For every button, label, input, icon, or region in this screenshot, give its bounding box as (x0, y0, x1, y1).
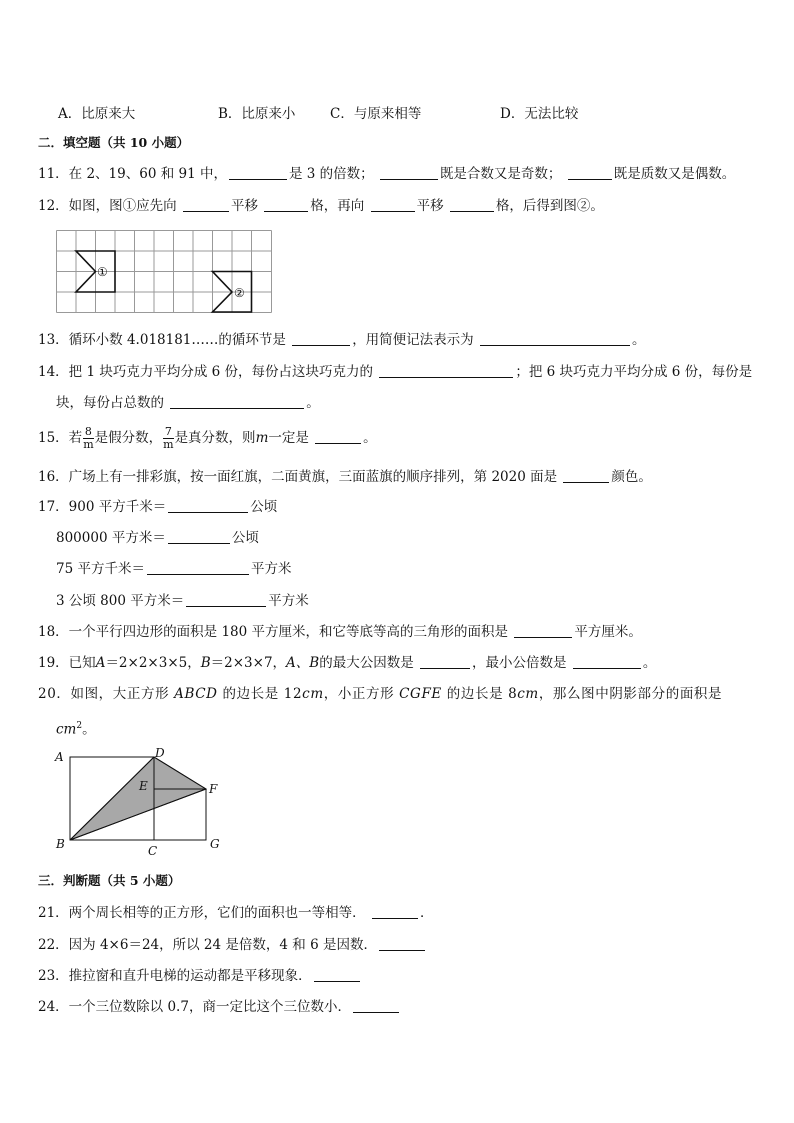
q20-text-g: ，那么图中阴影部分的面积是 (538, 686, 723, 702)
answer-blank[interactable] (514, 623, 572, 638)
q14-text-b: ；把 6 块巧克力平均分成 6 份，每份是 (515, 364, 753, 380)
answer-blank[interactable] (371, 197, 415, 212)
q20-text-c: 的边长是 12 (222, 686, 303, 702)
answer-blank[interactable] (183, 197, 229, 212)
answer-blank[interactable] (563, 468, 609, 483)
q22-text: 22．因为 4×6＝24，所以 24 是倍数，4 和 6 是因数． (38, 937, 377, 953)
q15-text-a: 15．若 (38, 430, 83, 446)
question-19 (38, 653, 656, 673)
answer-blank[interactable] (379, 363, 513, 378)
question-17-d (56, 591, 309, 611)
answer-blank[interactable] (480, 331, 630, 346)
q15-text-c: 是真分数，则 (174, 430, 256, 446)
answer-blank[interactable] (353, 998, 399, 1013)
q11-text-b: 是 3 的倍数； (288, 166, 374, 182)
question-12 (38, 196, 604, 216)
q11-text-d: 既是质数又是偶数。 (613, 166, 736, 182)
q12-text-a: 12．如图，图①应先向 (38, 198, 177, 214)
q17-unit-a: 公顷 (250, 499, 278, 515)
shape-1-label: ① (97, 265, 108, 279)
q19-text-e: 的最大公因数是 (319, 655, 414, 671)
q11-text-a: 11．在 2、19、60 和 91 中， (38, 166, 227, 182)
unit-cm: cm (517, 686, 539, 702)
q20-text-a: 20．如图，大正方形 (38, 686, 170, 702)
q17-unit-c: 平方米 (250, 561, 292, 577)
section-title-true-false: 三．判断题（共 5 小题） (38, 873, 181, 888)
label-c: C (148, 844, 158, 857)
label-cgfe: CGFE (399, 686, 442, 702)
q20-text-f: 的边长是 8 (446, 686, 518, 702)
question-23 (38, 966, 362, 986)
variable-a: A (95, 655, 106, 671)
question-13 (38, 330, 645, 350)
q18-text-b: 平方厘米。 (574, 624, 642, 640)
q13-text-c: 。 (631, 332, 646, 348)
q17-text-a: 17．900 平方千米＝ (38, 499, 167, 515)
question-24 (38, 997, 401, 1017)
q15-text-d: 一定是 (268, 430, 309, 446)
q17-text-b: 800000 平方米＝ (56, 530, 166, 546)
option-b: B．比原来小 (218, 106, 296, 122)
q14-text-c: 块，每份占总数的 (56, 395, 164, 411)
q17-unit-d: 平方米 (268, 593, 309, 609)
question-22 (38, 935, 427, 955)
q11-text-c: 既是合数又是奇数； (439, 166, 562, 182)
question-20-cont (56, 716, 96, 740)
fraction-numerator: 7 (164, 425, 172, 438)
fraction-8-over-m (83, 426, 93, 451)
q13-text-a: 13．循环小数 4.018181……的循环节是 (38, 332, 286, 348)
q12-text-c: 格，再向 (310, 198, 365, 214)
question-17-b (56, 528, 259, 548)
superscript-2: 2 (76, 721, 83, 731)
fraction-7-over-m (163, 426, 173, 451)
question-18 (38, 622, 642, 642)
answer-blank[interactable] (573, 654, 641, 669)
question-14 (38, 362, 752, 382)
answer-blank[interactable] (380, 165, 438, 180)
label-d: D (155, 746, 165, 760)
answer-blank[interactable] (264, 197, 308, 212)
q15-text-b: 是假分数， (94, 430, 163, 446)
translation-grid-figure (56, 230, 272, 314)
unit-cm: cm (56, 721, 77, 738)
q23-text: 23．推拉窗和直升电梯的运动都是平移现象． (38, 968, 312, 984)
question-21 (38, 903, 433, 923)
q15-text-e: 。 (363, 430, 377, 446)
label-f: F (209, 782, 218, 796)
q17-text-c: 75 平方千米＝ (56, 561, 145, 577)
fraction-denominator: m (83, 438, 94, 451)
label-e: E (139, 779, 148, 793)
shaded-triangle (70, 757, 206, 840)
q19-text-g: 。 (642, 655, 657, 671)
q12-text-d: 平移 (416, 198, 444, 214)
q19-text-f: ，最小公倍数是 (472, 655, 567, 671)
q17-unit-b: 公顷 (231, 530, 259, 546)
fraction-numerator: 8 (84, 425, 92, 438)
question-11 (38, 164, 735, 184)
q16-text-b: 颜色。 (611, 469, 652, 485)
variables-a-b: A、B (286, 655, 320, 671)
q18-text-a: 18．一个平行四边形的面积是 180 平方厘米，和它等底等高的三角形的面积是 (38, 624, 509, 640)
question-17-c (56, 559, 291, 579)
answer-blank[interactable] (450, 197, 494, 212)
unit-cm: cm (302, 686, 324, 702)
shape-2-label: ② (234, 286, 245, 300)
question-16 (38, 467, 652, 487)
q19-text-b: ＝2×2×3×5， (105, 655, 201, 671)
answer-blank[interactable] (420, 654, 470, 669)
answer-blank[interactable] (314, 967, 360, 982)
option-c: C．与原来相等 (330, 106, 422, 122)
question-17 (38, 497, 277, 517)
q19-text-c: ＝2×3×7， (210, 655, 287, 671)
answer-blank[interactable] (292, 331, 350, 346)
answer-blank[interactable] (170, 394, 304, 409)
q21-text: 21．两个周长相等的正方形，它们的面积也一等相等． (38, 905, 366, 921)
q20-text-i: 。 (82, 721, 96, 738)
label-a: A (55, 750, 64, 764)
q21-end: ． (419, 905, 434, 921)
answer-blank[interactable] (168, 498, 248, 513)
answer-blank[interactable] (168, 529, 230, 544)
label-g: G (210, 837, 220, 851)
q12-text-b: 平移 (230, 198, 258, 214)
q14-text-a: 14．把 1 块巧克力平均分成 6 份，每份占这块巧克力的 (38, 364, 374, 380)
q14-text-d: 。 (306, 395, 320, 411)
q19-text-a: 19．已知 (38, 655, 96, 671)
answer-blank[interactable] (372, 904, 418, 919)
fraction-denominator: m (163, 438, 174, 451)
q20-text-d: ，小正方形 (323, 686, 395, 702)
option-a: A．比原来大 (58, 106, 136, 122)
answer-blank[interactable] (379, 936, 425, 951)
q16-text-a: 16．广场上有一排彩旗，按一面红旗，二面黄旗，三面蓝旗的顺序排列，第 2020 面是 (38, 469, 558, 485)
variable-b: B (200, 655, 211, 671)
q13-text-b: ，用简便记法表示为 (352, 332, 474, 348)
answer-blank[interactable] (147, 560, 249, 575)
variable-m: m (255, 430, 269, 446)
label-abcd: ABCD (174, 686, 218, 702)
answer-blank[interactable] (315, 429, 361, 444)
question-20 (38, 684, 722, 704)
q17-text-d: 3 公顷 800 平方米＝ (56, 593, 185, 609)
q24-text: 24．一个三位数除以 0.7，商一定比这个三位数小． (38, 999, 351, 1015)
option-d: D．无法比较 (500, 106, 579, 122)
section-title-fill-in: 二．填空题（共 10 小题） (38, 135, 190, 150)
answer-blank[interactable] (568, 165, 612, 180)
question-15 (38, 424, 377, 452)
q12-text-e: 格，后得到图②。 (495, 198, 604, 214)
question-14-cont (56, 393, 320, 413)
answer-blank[interactable] (186, 592, 266, 607)
squares-geometry-figure (50, 745, 230, 857)
label-b: B (56, 837, 65, 851)
answer-blank[interactable] (229, 165, 287, 180)
